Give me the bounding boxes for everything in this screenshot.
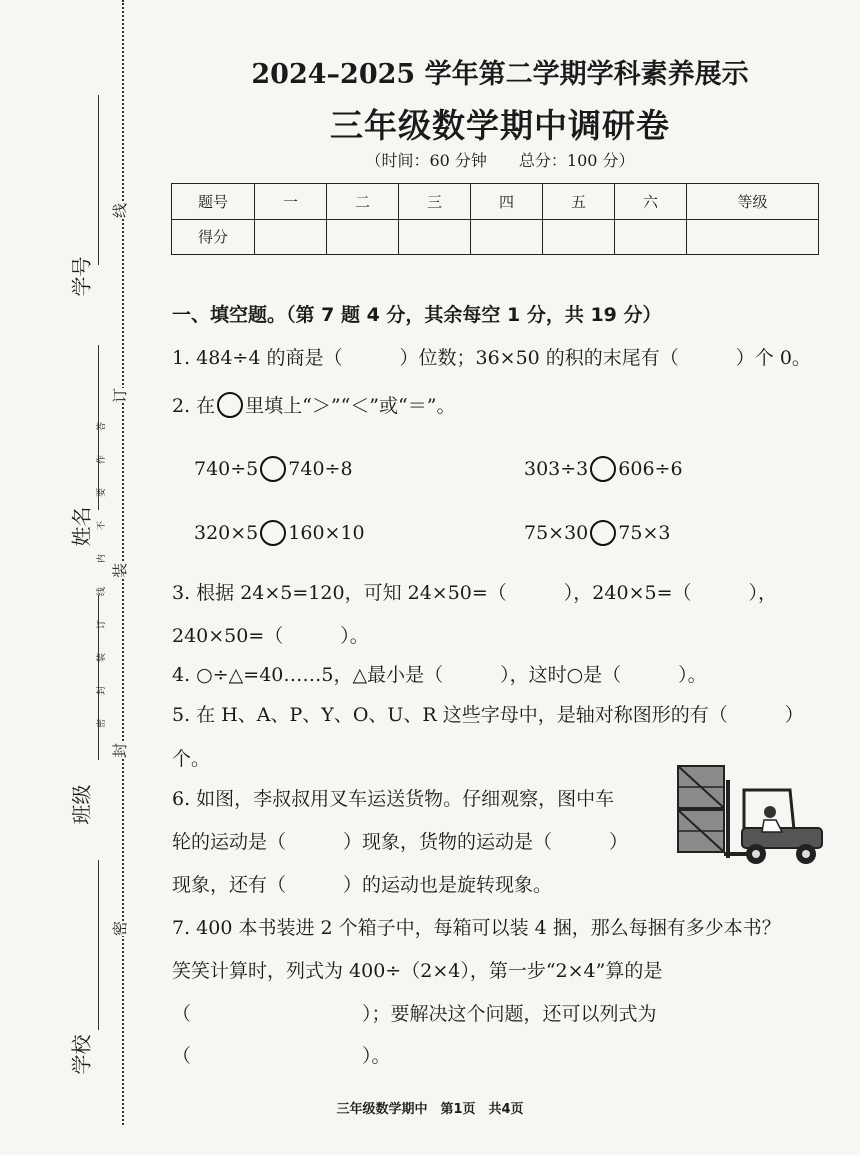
exam-subtitle: （时间：60 分钟 总分：100 分） <box>365 151 635 170</box>
compare-item: 320×5 160×10 <box>194 522 365 544</box>
score-cell[interactable] <box>255 219 327 255</box>
forklift-illustration <box>672 760 832 870</box>
q2-suffix: 里填上“＞”“＜”或“＝”。 <box>245 395 456 417</box>
feng-mark: 封 <box>111 742 130 759</box>
exam-title-year: 2024–2025 学年第二学期学科素养展示 <box>251 59 749 90</box>
compare-item: 740÷5 740÷8 <box>194 458 353 480</box>
warning-char: 订 <box>97 619 108 630</box>
score-header-cell: 五 <box>543 184 615 220</box>
question-3-line2: 240×50=（ ）。 <box>172 625 369 647</box>
name-label: 姓名 <box>69 506 94 547</box>
question-5-line1: 5. 在 H、A、P、Y、O、U、R 这些字母中，是轴对称图形的有（ ） <box>172 704 804 726</box>
answer-circle[interactable] <box>260 520 286 546</box>
class-label: 班级 <box>69 784 94 825</box>
exam-title: 三年级数学期中调研卷 <box>330 106 670 145</box>
score-cell[interactable] <box>471 219 543 255</box>
score-cell[interactable] <box>327 219 399 255</box>
answer-circle[interactable] <box>590 520 616 546</box>
student-id-line <box>98 95 99 265</box>
question-6-line1: 6. 如图，李叔叔用叉车运送货物。仔细观察，图中车 <box>172 788 615 810</box>
score-header-cell: 四 <box>471 184 543 220</box>
question-3-line1: 3. 根据 24×5=120，可知 24×50=（ ），240×5=（ ）， <box>172 582 778 604</box>
warning-char: 线 <box>97 586 108 597</box>
score-table <box>171 183 819 255</box>
score-header-cell: 等级 <box>687 184 819 220</box>
warning-char: 封 <box>97 685 108 696</box>
compare-item: 75×30 75×3 <box>524 522 671 544</box>
line-mark: 线 <box>111 202 130 219</box>
score-cell[interactable] <box>399 219 471 255</box>
warning-char: 不 <box>97 520 108 531</box>
question-7-line2: 笑笑计算时，列式为 400÷（2×4），第一步“2×4”算的是 <box>172 960 663 982</box>
question-2 <box>172 391 455 418</box>
question-4: 4. ○÷△=40……5，△最小是（ ），这时○是（ ）。 <box>172 664 707 686</box>
seal-warning <box>90 420 112 730</box>
circle-icon <box>217 392 243 418</box>
warning-char: 密 <box>97 718 108 729</box>
score-cell[interactable] <box>615 219 687 255</box>
warning-char: 内 <box>97 553 108 564</box>
warning-char: 要 <box>97 487 108 498</box>
warning-char: 作 <box>97 454 108 465</box>
page-footer: 三年级数学期中 第1页 共4页 <box>336 1102 524 1117</box>
score-header-cell: 二 <box>327 184 399 220</box>
answer-circle[interactable] <box>590 456 616 482</box>
question-7-line3: （ ）；要解决这个问题，还可以列式为 <box>172 1003 657 1025</box>
score-row-label: 得分 <box>172 219 255 255</box>
section1-heading: 一、填空题。（第 7 题 4 分，其余每空 1 分，共 19 分） <box>172 304 662 326</box>
question-1: 1. 484÷4 的商是（ ）位数；36×50 的积的末尾有（ ）个 0。 <box>172 347 811 369</box>
q2-prefix: 2. 在 <box>172 395 216 417</box>
question-6-line2: 轮的运动是（ ）现象，货物的运动是（ ） <box>172 831 629 853</box>
warning-char: 答 <box>97 421 108 432</box>
crate-icon <box>678 766 724 852</box>
student-id-label: 学号 <box>69 256 94 297</box>
school-line <box>98 860 99 1030</box>
compare-item: 303÷3 606÷6 <box>524 458 683 480</box>
score-header-cell: 一 <box>255 184 327 220</box>
score-cell[interactable] <box>543 219 615 255</box>
answer-circle[interactable] <box>260 456 286 482</box>
score-header-cell: 六 <box>615 184 687 220</box>
warning-char: 装 <box>97 652 108 663</box>
zhuang-mark: 装 <box>111 562 130 579</box>
score-cell[interactable] <box>687 219 819 255</box>
question-5-line2: 个。 <box>172 748 211 770</box>
score-header-cell: 题号 <box>172 184 255 220</box>
question-6-line3: 现象，还有（ ）的运动也是旋转现象。 <box>172 874 553 896</box>
score-header-cell: 三 <box>399 184 471 220</box>
mi-mark: 密 <box>111 920 130 937</box>
question-7-line1: 7. 400 本书装进 2 个箱子中，每箱可以装 4 捆，那么每捆有多少本书？ <box>172 917 781 939</box>
ding-mark: 订 <box>111 387 130 404</box>
school-label: 学校 <box>69 1034 94 1075</box>
question-7-line4: （ ）。 <box>172 1045 391 1067</box>
